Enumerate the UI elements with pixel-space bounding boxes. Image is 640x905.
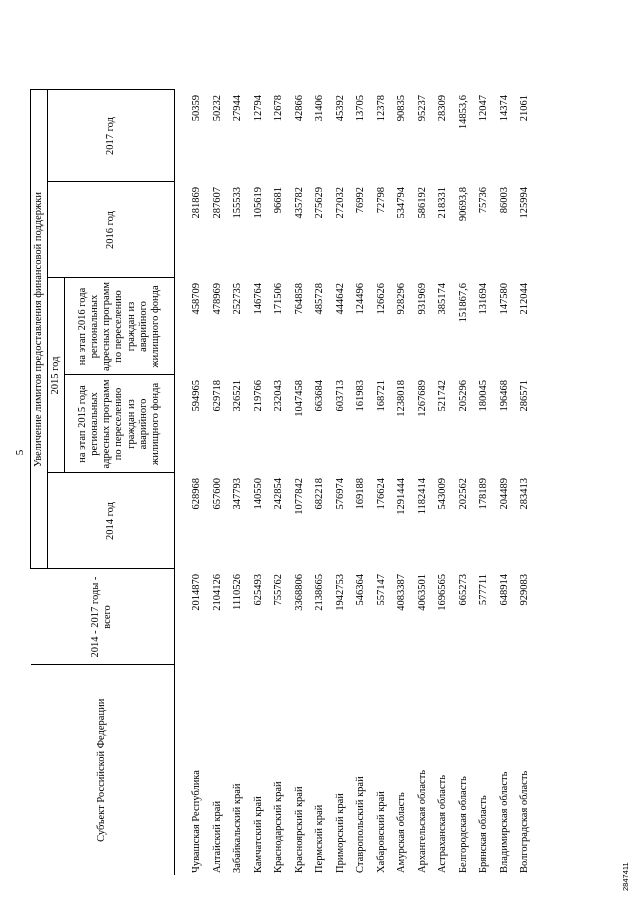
region-name-cell: Волгоградская область [519, 770, 530, 873]
table-row [433, 90, 454, 875]
value-cell: 105619 [252, 187, 264, 219]
table-row [269, 90, 290, 875]
header-2014: 2014 год [48, 473, 175, 569]
value-cell: 435782 [293, 187, 305, 219]
header-2015: 2015 год [48, 278, 65, 473]
value-cell: 45392 [334, 95, 346, 122]
value-cell: 283413 [519, 478, 530, 510]
value-cell: 929083 [519, 574, 530, 606]
support-limits-table [30, 90, 536, 876]
value-cell: 4083387 [396, 574, 407, 611]
table-row [372, 90, 393, 875]
value-cell: 86003 [498, 187, 510, 214]
table-row [474, 90, 495, 875]
page-number: 5 [14, 449, 26, 456]
region-name-cell: Алтайский край [211, 800, 223, 873]
table-row [208, 90, 229, 875]
value-cell: 347793 [232, 478, 243, 510]
value-cell: 155533 [232, 187, 243, 219]
value-cell: 28309 [437, 95, 448, 122]
value-cell: 168721 [375, 380, 387, 412]
table-row [331, 90, 352, 875]
table-body [175, 90, 536, 875]
value-cell: 594965 [191, 380, 202, 412]
value-cell: 31406 [314, 95, 325, 122]
value-cell: 42866 [293, 95, 305, 122]
value-cell: 444642 [334, 283, 346, 315]
value-cell: 13705 [355, 95, 366, 122]
value-cell: 682218 [314, 478, 325, 510]
value-cell: 1267689 [416, 380, 428, 417]
value-cell: 218331 [437, 187, 448, 219]
table-row [351, 90, 372, 875]
region-name-cell: Астраханская область [437, 775, 448, 873]
region-name-cell: Камчатский край [252, 796, 264, 873]
value-cell: 764858 [293, 283, 305, 315]
value-cell: 204489 [498, 478, 510, 510]
region-name-cell: Брянская область [478, 795, 489, 873]
value-cell: 275629 [314, 187, 325, 219]
value-cell: 543009 [437, 478, 448, 510]
value-cell: 219766 [252, 380, 264, 412]
header-2015-stage-2015: на этап 2015 года региональных адресных программ по переселению граждан из аварийного жилищного фонда [65, 375, 175, 473]
value-cell: 12678 [273, 95, 284, 122]
value-cell: 12378 [375, 95, 387, 122]
region-name-cell: Пермский край [314, 804, 325, 873]
value-cell: 2104126 [211, 574, 223, 611]
value-cell: 95237 [416, 95, 428, 122]
region-name-cell: Ставропольский край [355, 776, 366, 873]
value-cell: 180045 [478, 380, 489, 412]
value-cell: 648914 [498, 574, 510, 606]
value-cell: 72798 [375, 187, 387, 214]
value-cell: 205296 [457, 380, 469, 412]
table-row [392, 90, 413, 875]
value-cell: 125994 [519, 187, 530, 219]
value-cell: 50359 [191, 95, 202, 122]
value-cell: 14374 [498, 95, 510, 122]
value-cell: 326521 [232, 380, 243, 412]
value-cell: 1238018 [396, 380, 407, 417]
value-cell: 1291444 [396, 478, 407, 515]
region-name-cell: Красноярский край [293, 786, 305, 873]
region-name-cell: Краснодарский край [273, 781, 284, 873]
value-cell: 665273 [457, 574, 469, 606]
table-row [175, 90, 208, 875]
value-cell: 21061 [519, 95, 530, 122]
value-cell: 146764 [252, 283, 264, 315]
table-row [495, 90, 516, 875]
value-cell: 1942753 [334, 574, 346, 611]
value-cell: 147580 [498, 283, 510, 315]
region-name-cell: Амурская область [396, 792, 407, 873]
value-cell: 124496 [355, 283, 366, 315]
value-cell: 178189 [478, 478, 489, 510]
value-cell: 755762 [273, 574, 284, 606]
value-cell: 628968 [191, 478, 202, 510]
table-row [515, 90, 536, 875]
value-cell: 131694 [478, 283, 489, 315]
value-cell: 27944 [232, 95, 243, 122]
header-2015-stage-2016: на этап 2016 года региональных адресных программ по переселению граждан из аварийного жилищного фонда [65, 278, 175, 375]
value-cell: 577711 [478, 574, 489, 606]
value-cell: 458709 [191, 283, 202, 315]
header-subject: Субъект Российской Федерации [31, 665, 175, 875]
value-cell: 603713 [334, 380, 346, 412]
value-cell: 169188 [355, 478, 366, 510]
value-cell: 657600 [211, 478, 223, 510]
value-cell: 2138665 [314, 574, 325, 611]
value-cell: 521742 [437, 380, 448, 412]
value-cell: 232043 [273, 380, 284, 412]
value-cell: 75736 [478, 187, 489, 214]
value-cell: 1182414 [416, 478, 428, 515]
region-name-cell: Чувашская Республика [191, 770, 202, 873]
region-name-cell: Забайкальский край [232, 783, 243, 873]
region-name-cell: Владимирская область [498, 771, 510, 873]
value-cell: 12794 [252, 95, 264, 122]
header-2016: 2016 год [48, 182, 175, 278]
value-cell: 12047 [478, 95, 489, 122]
header-total: 2014 - 2017 годы - всего [31, 569, 175, 665]
table-row [249, 90, 270, 875]
header-increase: Увеличение лимитов предоставления финансовой поддержки [31, 90, 48, 569]
value-cell: 14853,6 [457, 95, 469, 130]
value-cell: 928296 [396, 283, 407, 315]
table-row [290, 90, 311, 875]
value-cell: 90693,8 [457, 187, 469, 222]
value-cell: 176624 [375, 478, 387, 510]
region-name-cell: Хабаровский край [375, 791, 387, 873]
value-cell: 3368806 [293, 574, 305, 611]
value-cell: 1696565 [437, 574, 448, 611]
value-cell: 76992 [355, 187, 366, 214]
value-cell: 286571 [519, 380, 530, 412]
document-code: 2847411 [621, 862, 630, 891]
value-cell: 96681 [273, 187, 284, 214]
region-name-cell: Архангельская область [416, 769, 428, 873]
value-cell: 212044 [519, 283, 530, 315]
value-cell: 534794 [396, 187, 407, 219]
value-cell: 1047458 [293, 380, 305, 417]
value-cell: 252735 [232, 283, 243, 315]
value-cell: 242854 [273, 478, 284, 510]
table-row [454, 90, 475, 875]
value-cell: 161983 [355, 380, 366, 412]
value-cell: 485728 [314, 283, 325, 315]
value-cell: 272032 [334, 187, 346, 219]
value-cell: 586192 [416, 187, 428, 219]
value-cell: 140550 [252, 478, 264, 510]
value-cell: 931969 [416, 283, 428, 315]
value-cell: 629718 [211, 380, 223, 412]
value-cell: 1077842 [293, 478, 305, 515]
value-cell: 4063501 [416, 574, 428, 611]
value-cell: 663684 [314, 380, 325, 412]
value-cell: 385174 [437, 283, 448, 315]
value-cell: 625493 [252, 574, 264, 606]
table-row [413, 90, 434, 875]
value-cell: 196468 [498, 380, 510, 412]
value-cell: 171506 [273, 283, 284, 315]
value-cell: 281869 [191, 187, 202, 219]
table-row [228, 90, 249, 875]
header-2017: 2017 год [48, 90, 175, 182]
table-header [31, 90, 175, 875]
region-name-cell: Приморский край [334, 793, 346, 873]
value-cell: 478969 [211, 283, 223, 315]
value-cell: 126626 [375, 283, 387, 315]
value-cell: 557147 [375, 574, 387, 606]
table-row [310, 90, 331, 875]
value-cell: 1110526 [232, 574, 243, 610]
value-cell: 546364 [355, 574, 366, 606]
value-cell: 2014870 [191, 574, 202, 611]
value-cell: 151867,6 [457, 283, 469, 323]
value-cell: 50232 [211, 95, 223, 122]
region-name-cell: Белгородская область [457, 776, 469, 873]
value-cell: 287607 [211, 187, 223, 219]
value-cell: 90835 [396, 95, 407, 122]
value-cell: 576974 [334, 478, 346, 510]
value-cell: 202562 [457, 478, 469, 510]
